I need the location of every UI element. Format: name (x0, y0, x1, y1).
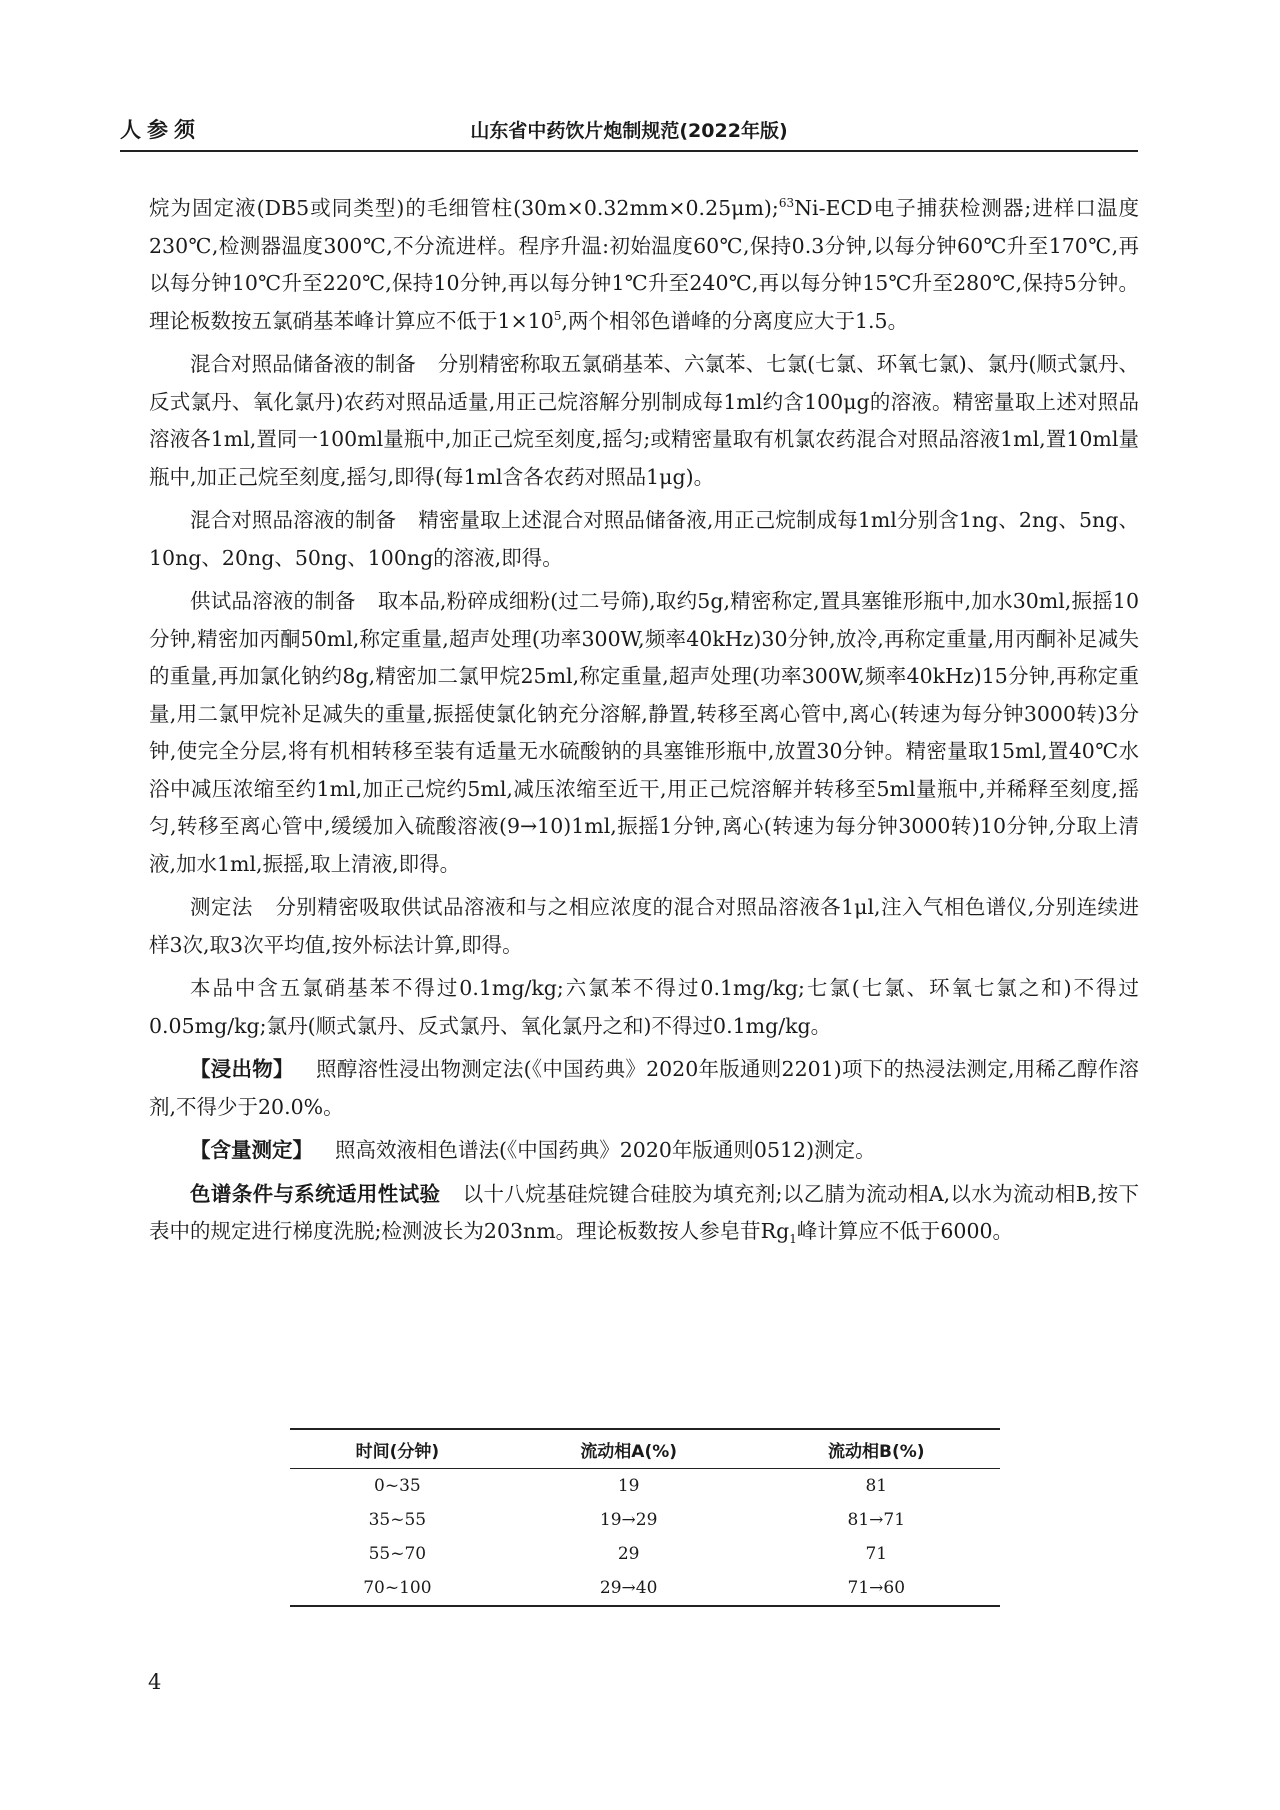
paragraph-reference-solution: 混合对照品溶液的制备 精密量取上述混合对照品储备液,用正己烷制成每1ml分别含1ng、2ng、5ng、10ng、20ng、50ng、100ng的溶液,即得。 (149, 508, 1139, 570)
gradient-table (290, 1428, 1000, 1607)
paragraph-extractives: 【浸出物】 照醇溶性浸出物测定法(《中国药典》2020年版通则2201)项下的热浸法测定,用稀乙醇作溶剂,不得少于20.0%。 (149, 1057, 1140, 1119)
table-cell: 19→29 (599, 1510, 658, 1530)
paragraph-gc-conditions: 烷为固定液(DB5或同类型)的毛细管柱(30m×0.32mm×0.25μm);$^{63}$Ni-ECD电子捕获检测器;进样口温度230℃,检测器温度300℃,不分流进样。程序升温:初始温度60℃,保持0.3分钟,以每分钟60℃升至170℃,再以每分钟10℃升至220℃,保持10分钟,再以每分钟1℃升至240℃,再以每分钟15℃升至280℃,保持5分钟。理论板数按五氯硝基苯峰计算应不低于$1\times 10^5$,两个相邻色谱峰的分离度应大于1.5。 (149, 196, 1139, 333)
page-body (149, 190, 1139, 1257)
table-cell: 71 (865, 1544, 888, 1564)
table-cell: 0~35 (374, 1476, 421, 1496)
paragraph-procedure: 测定法 分别精密吸取供试品溶液和与之相应浓度的混合对照品溶液各1μl,注入气相色谱仪,分别连续进样3次,取3次平均值,按外标法计算,即得。 (149, 895, 1140, 957)
table-row (290, 1503, 1000, 1537)
section-heading: 【浸出物】 (190, 1057, 294, 1081)
table-cell: 29→40 (599, 1578, 658, 1598)
page-number: 4 (148, 1670, 162, 1694)
section-heading: 【含量测定】 (190, 1138, 313, 1162)
page-header (120, 100, 1138, 152)
table-cell: 81 (865, 1476, 888, 1496)
paragraph-test-solution: 供试品溶液的制备 取本品,粉碎成细粉(过二号筛),取约5g,精密称定,置具塞锥形瓶中,加水30ml,振摇10分钟,精密加丙酮50ml,称定重量,超声处理(功率300W,频率40kHz)30分钟,放冷,再称定重量,用丙酮补足减失的重量,再加氯化钠约8g,精密加二氯甲烷25ml,称定重量,超声处理(功率300W,频率40kHz)15分钟,再称定重量,用二氯甲烷补足减失的重量,振摇使氯化钠充分溶解,静置,转移至离心管中,离心(转速为每分钟3000转)3分钟,使完全分层,将有机相转移至装有适量无水硫酸钠的具塞锥形瓶中,放置30分钟。精密量取15ml,置40℃水浴中减压浓缩至约1ml,加正己烷约5ml,减压浓缩至近干,用正己烷溶解并转移至5ml量瓶中,并稀释至刻度,摇匀,转移至离心管中,缓缓加入硫酸溶液(9→10)1ml,振摇1分钟,离心(转速为每分钟3000转)10分钟,分取上清液,加水1ml,振摇,取上清液,即得。 (149, 589, 1140, 876)
table-cell: 71→60 (847, 1578, 906, 1598)
paragraph-hplc-conditions: 色谱条件与系统适用性试验 以十八烷基硅烷键合硅胶为填充剂;以乙腈为流动相A,以水为流动相B,按下表中的规定进行梯度洗脱;检测波长为203nm。理论板数按人参皂苷$Rg_1$峰计算应不低于6000。 (149, 1181, 1140, 1247)
header-herb-name: 人参须 (120, 118, 201, 142)
paragraph-limits: 本品中含五氯硝基苯不得过0.1mg/kg;六氯苯不得过0.1mg/kg;七氯(七氯、环氧七氯之和)不得过0.05mg/kg;氯丹(顺式氯丹、反式氯丹、氧化氯丹之和)不得过0.1mg/kg。 (149, 976, 1139, 1038)
table-cell: 35~55 (368, 1510, 427, 1530)
paragraph-assay: 【含量测定】 照高效液相色谱法(《中国药典》2020年版通则0512)测定。 (190, 1138, 876, 1162)
section-heading: 色谱条件与系统适用性试验 (190, 1181, 441, 1206)
column-header: 时间(分钟) (290, 1429, 505, 1469)
section-heading: 混合对照品储备液的制备 (190, 352, 416, 376)
table-cell: 81→71 (847, 1510, 906, 1530)
column-header: 流动相A(%) (505, 1429, 753, 1469)
table-cell: 70~100 (363, 1578, 432, 1598)
section-heading: 供试品溶液的制备 (190, 589, 356, 613)
header-book-title: 山东省中药饮片炮制规范(2022年版) (470, 120, 788, 142)
table-cell: 55~70 (368, 1544, 427, 1564)
table-cell: 19 (617, 1476, 640, 1496)
section-heading: 混合对照品溶液的制备 (190, 508, 397, 532)
table-header-row (290, 1429, 1000, 1469)
table-row (290, 1469, 1000, 1504)
paragraph-stock-solution: 混合对照品储备液的制备 分别精密称取五氯硝基苯、六氯苯、七氯(七氯、环氧七氯)、氯丹(顺式氯丹、反式氯丹、氧化氯丹)农药对照品适量,用正己烷溶解分别制成每1ml约含100μg的溶液。精密量取上述对照品溶液各1ml,置同一100ml量瓶中,加正己烷至刻度,摇匀;或精密量取有机氯农药混合对照品溶液1ml,置10ml量瓶中,加正己烷至刻度,摇匀,即得(每1ml含各农药对照品1μg)。 (149, 352, 1139, 489)
column-header: 流动相B(%) (753, 1429, 1000, 1469)
table-row (290, 1571, 1000, 1606)
table-cell: 29 (617, 1544, 640, 1564)
table-row (290, 1537, 1000, 1571)
section-heading: 测定法 (190, 895, 253, 919)
